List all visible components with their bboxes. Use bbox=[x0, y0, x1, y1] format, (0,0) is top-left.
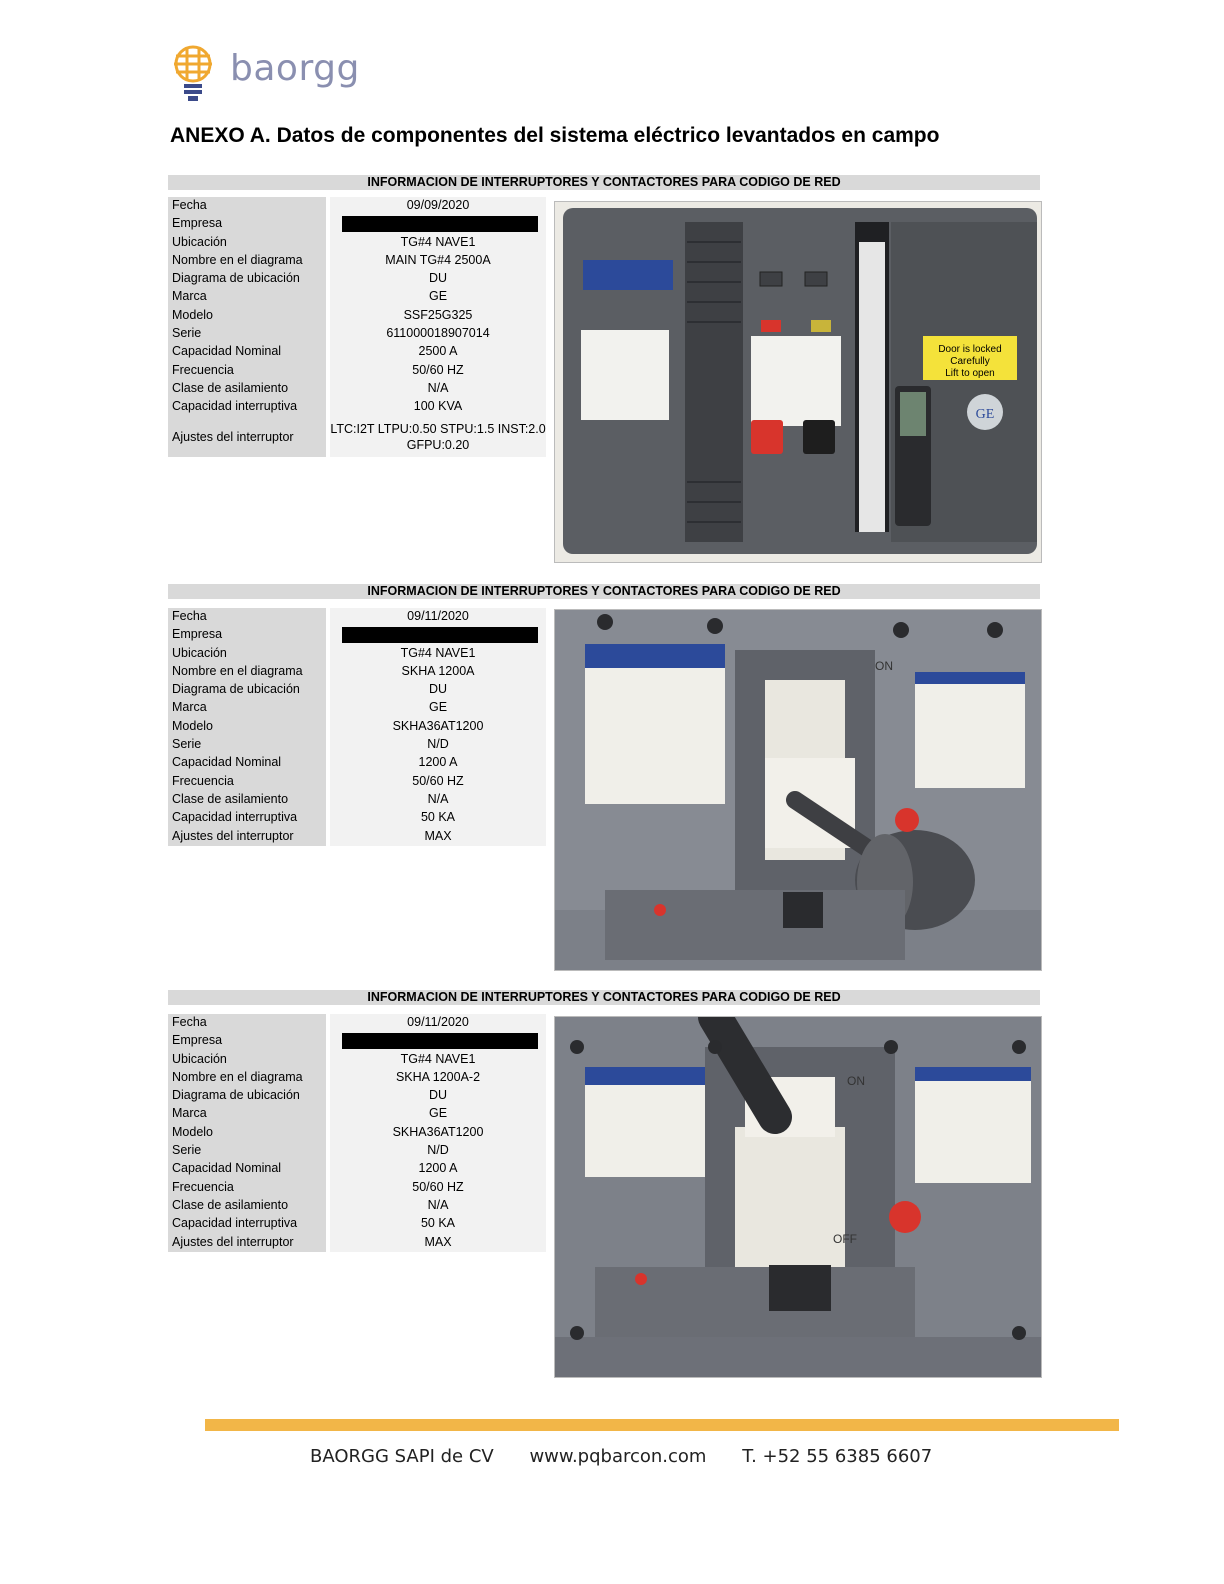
row-value: TG#4 NAVE1 bbox=[330, 1051, 546, 1069]
breaker-photo bbox=[554, 1016, 1042, 1378]
table-row bbox=[168, 754, 546, 772]
table-row bbox=[168, 1087, 546, 1105]
table-row bbox=[168, 1197, 546, 1215]
row-label: Serie bbox=[168, 1142, 326, 1160]
row-value: GE bbox=[330, 699, 546, 717]
row-label: Ubicación bbox=[168, 234, 326, 252]
table-row bbox=[168, 608, 546, 626]
door-label: Door is locked bbox=[938, 344, 1002, 355]
footer-phone: T. +52 55 6385 6607 bbox=[742, 1446, 933, 1467]
table-row bbox=[168, 234, 546, 252]
row-label: Capacidad interruptiva bbox=[168, 809, 326, 827]
row-label: Diagrama de ubicación bbox=[168, 270, 326, 288]
row-label: Nombre en el diagrama bbox=[168, 663, 326, 681]
row-label: Ajustes del interruptor bbox=[168, 417, 326, 457]
row-label: Modelo bbox=[168, 1124, 326, 1142]
table-row bbox=[168, 1124, 546, 1142]
breaker-section-2 bbox=[168, 584, 1042, 974]
table-row bbox=[168, 699, 546, 717]
table-row bbox=[168, 736, 546, 754]
svg-text:Carefully: Carefully bbox=[950, 356, 990, 367]
row-value: 50/60 HZ bbox=[330, 1179, 546, 1197]
row-value: 09/11/2020 bbox=[330, 608, 546, 626]
row-label: Serie bbox=[168, 736, 326, 754]
row-value: 09/09/2020 bbox=[330, 197, 546, 215]
row-label: Ajustes del interruptor bbox=[168, 828, 326, 846]
row-label: Modelo bbox=[168, 307, 326, 325]
table-row bbox=[168, 1234, 546, 1252]
row-value: 100 KVA bbox=[330, 398, 546, 416]
table-row bbox=[168, 1160, 546, 1178]
row-value: SKHA36AT1200 bbox=[330, 718, 546, 736]
row-label: Nombre en el diagrama bbox=[168, 252, 326, 270]
on-label: ON bbox=[875, 659, 893, 673]
row-value: MAX bbox=[330, 828, 546, 846]
footer-accent-bar bbox=[205, 1419, 1119, 1431]
row-label: Empresa bbox=[168, 215, 326, 233]
row-value: 50 KA bbox=[330, 809, 546, 827]
svg-text:GE: GE bbox=[975, 407, 995, 422]
table-row bbox=[168, 828, 546, 846]
table-row bbox=[168, 718, 546, 736]
row-label: Frecuencia bbox=[168, 362, 326, 380]
data-table bbox=[168, 1014, 546, 1252]
redacted-value bbox=[330, 626, 546, 644]
table-row bbox=[168, 252, 546, 270]
section-header: INFORMACION DE INTERRUPTORES Y CONTACTORES PARA CODIGO DE RED bbox=[168, 584, 1040, 599]
row-label: Ubicación bbox=[168, 645, 326, 663]
row-label: Capacidad interruptiva bbox=[168, 398, 326, 416]
lightbulb-icon bbox=[170, 42, 216, 104]
row-value: 1200 A bbox=[330, 754, 546, 772]
row-value: 2500 A bbox=[330, 343, 546, 361]
row-label: Nombre en el diagrama bbox=[168, 1069, 326, 1087]
row-value: MAIN TG#4 2500A bbox=[330, 252, 546, 270]
row-value: GE bbox=[330, 1105, 546, 1123]
row-label: Fecha bbox=[168, 608, 326, 626]
breaker-section-1 bbox=[168, 175, 1042, 565]
data-table bbox=[168, 197, 546, 457]
row-value: 611000018907014 bbox=[330, 325, 546, 343]
row-value: SKHA 1200A bbox=[330, 663, 546, 681]
redacted-value bbox=[330, 215, 546, 233]
row-label: Empresa bbox=[168, 1032, 326, 1050]
table-row bbox=[168, 1032, 546, 1050]
footer-company: BAORGG SAPI de CV bbox=[310, 1446, 494, 1467]
row-label: Clase de asilamiento bbox=[168, 1197, 326, 1215]
row-label: Diagrama de ubicación bbox=[168, 681, 326, 699]
breaker-section-3 bbox=[168, 990, 1042, 1380]
table-row bbox=[168, 626, 546, 644]
table-row bbox=[168, 362, 546, 380]
row-label: Diagrama de ubicación bbox=[168, 1087, 326, 1105]
off-label: OFF bbox=[833, 1232, 857, 1246]
table-row bbox=[168, 809, 546, 827]
row-label: Ajustes del interruptor bbox=[168, 1234, 326, 1252]
row-value: SKHA 1200A-2 bbox=[330, 1069, 546, 1087]
row-value: DU bbox=[330, 1087, 546, 1105]
row-value: SKHA36AT1200 bbox=[330, 1124, 546, 1142]
table-row bbox=[168, 417, 546, 457]
table-row bbox=[168, 215, 546, 233]
row-value: N/D bbox=[330, 736, 546, 754]
row-label: Clase de asilamiento bbox=[168, 380, 326, 398]
redacted-value bbox=[330, 1032, 546, 1050]
table-row bbox=[168, 1215, 546, 1233]
row-value: 50/60 HZ bbox=[330, 773, 546, 791]
svg-text:Lift to open: Lift to open bbox=[945, 368, 995, 379]
table-row bbox=[168, 380, 546, 398]
row-value: 50/60 HZ bbox=[330, 362, 546, 380]
breaker-photo bbox=[554, 201, 1042, 563]
row-value: DU bbox=[330, 681, 546, 699]
table-row bbox=[168, 791, 546, 809]
brand-logo bbox=[170, 42, 370, 104]
table-row bbox=[168, 307, 546, 325]
row-value: SSF25G325 bbox=[330, 307, 546, 325]
table-row bbox=[168, 270, 546, 288]
table-row bbox=[168, 1051, 546, 1069]
row-label: Modelo bbox=[168, 718, 326, 736]
row-value: LTC:I2T LTPU:0.50 STPU:1.5 INST:2.0 GFPU:0.20 bbox=[330, 417, 546, 457]
row-label: Marca bbox=[168, 1105, 326, 1123]
row-label: Frecuencia bbox=[168, 773, 326, 791]
row-value: DU bbox=[330, 270, 546, 288]
row-label: Clase de asilamiento bbox=[168, 791, 326, 809]
row-value: N/A bbox=[330, 791, 546, 809]
section-header: INFORMACION DE INTERRUPTORES Y CONTACTORES PARA CODIGO DE RED bbox=[168, 990, 1040, 1005]
table-row bbox=[168, 773, 546, 791]
table-row bbox=[168, 325, 546, 343]
row-label: Frecuencia bbox=[168, 1179, 326, 1197]
row-value: TG#4 NAVE1 bbox=[330, 645, 546, 663]
table-row bbox=[168, 288, 546, 306]
page-title: ANEXO A. Datos de componentes del sistema eléctrico levantados en campo bbox=[170, 124, 940, 147]
row-value: N/D bbox=[330, 1142, 546, 1160]
row-label: Ubicación bbox=[168, 1051, 326, 1069]
row-label: Marca bbox=[168, 288, 326, 306]
row-value: 50 KA bbox=[330, 1215, 546, 1233]
breaker-photo bbox=[554, 609, 1042, 971]
table-row bbox=[168, 197, 546, 215]
row-label: Serie bbox=[168, 325, 326, 343]
row-label: Empresa bbox=[168, 626, 326, 644]
footer-website[interactable]: www.pqbarcon.com bbox=[529, 1446, 707, 1467]
row-value: N/A bbox=[330, 1197, 546, 1215]
table-row bbox=[168, 1179, 546, 1197]
table-row bbox=[168, 1014, 546, 1032]
row-value: TG#4 NAVE1 bbox=[330, 234, 546, 252]
row-label: Capacidad Nominal bbox=[168, 343, 326, 361]
footer bbox=[310, 1446, 962, 1467]
table-row bbox=[168, 645, 546, 663]
row-value: GE bbox=[330, 288, 546, 306]
table-row bbox=[168, 343, 546, 361]
row-label: Fecha bbox=[168, 197, 326, 215]
table-row bbox=[168, 663, 546, 681]
row-value: 09/11/2020 bbox=[330, 1014, 546, 1032]
table-row bbox=[168, 681, 546, 699]
row-value: 1200 A bbox=[330, 1160, 546, 1178]
row-label: Fecha bbox=[168, 1014, 326, 1032]
row-label: Marca bbox=[168, 699, 326, 717]
on-label: ON bbox=[847, 1074, 865, 1088]
table-row bbox=[168, 1069, 546, 1087]
brand-name: baorgg bbox=[230, 48, 360, 89]
section-header: INFORMACION DE INTERRUPTORES Y CONTACTORES PARA CODIGO DE RED bbox=[168, 175, 1040, 190]
row-label: Capacidad Nominal bbox=[168, 1160, 326, 1178]
table-row bbox=[168, 398, 546, 416]
row-value: MAX bbox=[330, 1234, 546, 1252]
row-value: N/A bbox=[330, 380, 546, 398]
row-label: Capacidad Nominal bbox=[168, 754, 326, 772]
data-table bbox=[168, 608, 546, 846]
row-label: Capacidad interruptiva bbox=[168, 1215, 326, 1233]
table-row bbox=[168, 1105, 546, 1123]
table-row bbox=[168, 1142, 546, 1160]
